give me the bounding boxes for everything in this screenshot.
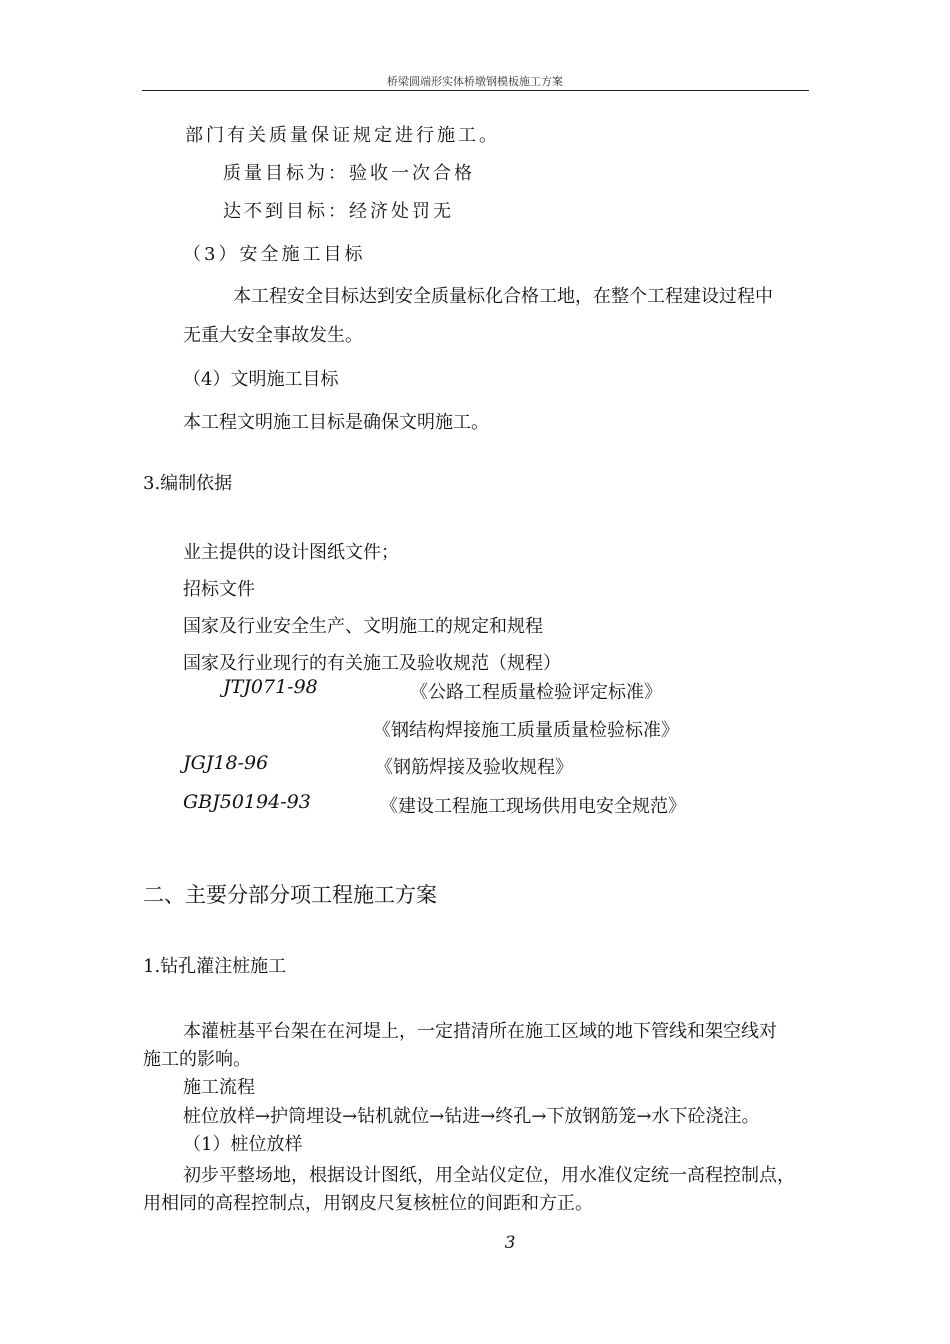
body-line: 用相同的高程控制点，用钢皮尺复核桩位的间距和方正。	[143, 1193, 593, 1214]
page-number: 3	[504, 1233, 516, 1253]
standard-title: 《钢筋焊接及验收规程》	[375, 757, 573, 778]
standard-title: 《建设工程施工现场供用电安全规范》	[380, 796, 686, 817]
chapter-heading: 二、主要分部分项工程施工方案	[143, 883, 437, 907]
standard-title: 《钢结构焊接施工质量质量检验标准》	[373, 720, 679, 741]
subsection-heading: （4）文明施工目标	[183, 369, 339, 390]
body-line: 本灌桩基平台架在在河堤上，一定措清所在施工区域的地下管线和架空线对	[183, 1021, 777, 1042]
standard-title: 《公路工程质量检验评定标准》	[410, 682, 662, 703]
body-line: 部门有关质量保证规定进行施工。	[185, 125, 500, 146]
standard-code: GBJ50194-93	[183, 791, 311, 813]
body-line: 无重大安全事故发生。	[183, 325, 363, 346]
list-item: 国家及行业安全生产、文明施工的规定和规程	[183, 616, 543, 637]
running-header: 桥梁圆端形实体桥墩钢模板施工方案	[387, 75, 563, 88]
subsection-heading: （3）安全施工目标	[183, 244, 366, 265]
list-item: 业主提供的设计图纸文件；	[183, 542, 399, 563]
body-line: 初步平整场地，根据设计图纸，用全站仪定位，用水准仪定统一高程控制点，	[183, 1165, 795, 1186]
subsection-heading: （1）桩位放样	[183, 1134, 303, 1155]
quality-goal-line: 质量目标为：验收一次合格	[223, 163, 475, 184]
process-flow: 桩位放样→护筒埋设→钻机就位→钻进→终孔→下放钢筋笼→水下砼浇注。	[183, 1106, 760, 1127]
standard-code: JGJ18-96	[183, 752, 269, 774]
body-line: 本工程安全目标达到安全质量标化合格工地，在整个工程建设过程中	[233, 286, 773, 307]
header-rule	[142, 90, 809, 91]
standard-code: JTJ071-98	[223, 676, 318, 698]
body-line: 施工流程	[183, 1077, 255, 1098]
section-heading: 3.编制依据	[143, 473, 233, 494]
list-item: 国家及行业现行的有关施工及验收规范（规程）	[183, 653, 561, 674]
body-line: 本工程文明施工目标是确保文明施工。	[183, 412, 489, 433]
list-item: 招标文件	[183, 579, 255, 600]
body-line: 施工的影响。	[143, 1049, 251, 1070]
section-heading: 1.钻孔灌注桩施工	[143, 956, 287, 977]
penalty-line: 达不到目标：经济处罚无	[223, 201, 454, 222]
